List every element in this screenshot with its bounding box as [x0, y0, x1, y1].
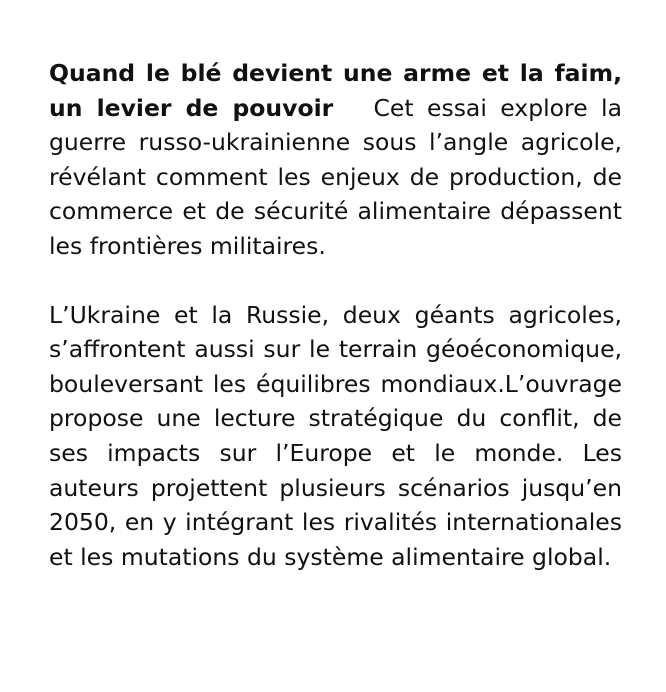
lead-headline: Quand le blé devient une arme et la faim, un levier de pouvoir: [49, 59, 622, 122]
body-paragraph: L’Ukraine et la Russie, deux géants agricoles, s’affrontent aussi sur le terrain géoéconomique, bouleversant les équilibres mondiaux.L’ouvrage propose une lecture stratégique du conflit, de ses impacts sur l’Europe et le monde. Les auteurs projettent plusieurs scénarios jusqu’en 2050, en y intégrant les rivalités internationales et les mutations du système alimentaire global.: [49, 300, 622, 571]
intro-text: Cet essai explore la guerre russo-ukrainienne sous l’angle agricole, révélant comment les enjeux de production, de commerce et de sécurité alimentaire dépassent les frontières militaires.: [49, 93, 622, 260]
intro-paragraph: [49, 56, 622, 264]
description-text: [49, 56, 622, 574]
